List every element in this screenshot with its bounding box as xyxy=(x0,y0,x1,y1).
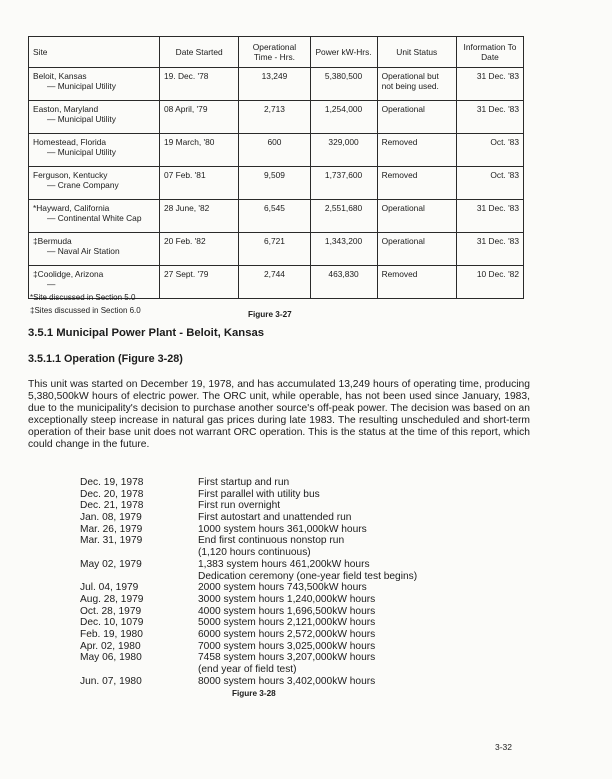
operational-hours-cell: 2,713 xyxy=(239,101,310,134)
log-date: Jun. 07, 1980 xyxy=(80,675,142,687)
table-row xyxy=(29,68,524,101)
log-date: Apr. 02, 1980 xyxy=(80,640,141,652)
footnote-section-5: *Site discussed in Section 5.0 xyxy=(30,293,136,302)
table-row xyxy=(29,167,524,200)
log-date: Aug. 28, 1979 xyxy=(80,593,144,605)
site-name: Easton, Maryland xyxy=(33,104,99,114)
site-name: *Hayward, California xyxy=(33,203,110,213)
log-event: First run overnight xyxy=(198,500,281,512)
body-paragraph: This unit was started on December 19, 1978, and has accumulated 13,249 hours of operating time, producing 5,380,500kW hours of electric power. The ORC unit, while operable, has not been used since January, 1983, due to the municipality's decision to purchase another source's off-peak power. The decision was based on an exceptionally steep increase in natural gas prices during late 1983. The resulting unscheduled and short-term operation of their base unit does not warrant ORC operation. This is the status at the time of this report, which could change in the future. xyxy=(28,379,530,450)
log-event: 2000 system hours 743,500kW hours xyxy=(198,582,367,594)
operational-hours-cell: 13,249 xyxy=(239,68,310,101)
power-kwh-cell: 1,254,000 xyxy=(310,101,377,134)
site-name: ‡Coolidge, Arizona xyxy=(33,269,104,279)
log-date: May 06, 1980 xyxy=(80,652,142,664)
power-kwh-cell: 1,737,600 xyxy=(310,167,377,200)
date-started-cell: 19 March, '80 xyxy=(159,134,238,167)
information-to-date-cell: 31 Dec. '83 xyxy=(456,200,523,233)
site-table xyxy=(28,36,524,299)
unit-status-cell: Removed xyxy=(377,266,456,299)
footnote-section-6: ‡Sites discussed in Section 6.0 xyxy=(30,306,141,315)
log-event: 1,383 system hours 461,200kW hours xyxy=(198,558,370,570)
operational-hours-cell: 6,721 xyxy=(239,233,310,266)
header-site: Site xyxy=(29,37,160,68)
date-started-cell: 08 April, '79 xyxy=(159,101,238,134)
header-information-to-date: Information To Date xyxy=(456,37,523,68)
log-event: 7458 system hours 3,207,000kW hours xyxy=(198,652,376,664)
site-cell xyxy=(29,200,160,233)
site-operator: — Municipal Utility xyxy=(47,147,116,157)
table-row xyxy=(29,101,524,134)
site-name: Homestead, Florida xyxy=(33,137,107,147)
date-started-cell: 19. Dec. '78 xyxy=(159,68,238,101)
unit-status-cell: Operational xyxy=(377,233,456,266)
log-event: First startup and run xyxy=(198,477,290,488)
section-heading: 3.5.1 Municipal Power Plant - Beloit, Kansas xyxy=(28,327,265,339)
log-date: Mar. 31, 1979 xyxy=(80,535,143,547)
unit-status-cell: Removed xyxy=(377,134,456,167)
information-to-date-cell: 31 Dec. '83 xyxy=(456,233,523,266)
page-number: 3-32 xyxy=(495,742,513,752)
log-event: 1000 system hours 361,000kW hours xyxy=(198,523,367,535)
site-name: ‡Bermuda xyxy=(33,236,72,246)
operational-hours-cell: 9,509 xyxy=(239,167,310,200)
operational-hours-cell: 2,744 xyxy=(239,266,310,299)
log-event: 8000 system hours 3,402,000kW hours xyxy=(198,675,376,687)
site-cell xyxy=(29,68,160,101)
power-kwh-cell: 1,343,200 xyxy=(310,233,377,266)
header-operational-time: Operational Time - Hrs. xyxy=(239,37,310,68)
table-row xyxy=(29,134,524,167)
log-event: 5000 system hours 2,121,000kW hours xyxy=(198,617,376,629)
table-header-row xyxy=(29,37,524,68)
log-date: Dec. 10, 1079 xyxy=(80,617,144,629)
site-operator: — Municipal Utility xyxy=(47,81,116,91)
information-to-date-cell: Oct. '83 xyxy=(456,167,523,200)
date-started-cell: 27 Sept. '79 xyxy=(159,266,238,299)
site-operator: — Municipal Utility xyxy=(47,114,116,124)
table-row xyxy=(29,233,524,266)
operational-hours-cell: 6,545 xyxy=(239,200,310,233)
log-date: Jan. 08, 1979 xyxy=(80,512,142,524)
log-event: 4000 system hours 1,696,500kW hours xyxy=(198,605,376,617)
log-date: Dec. 21, 1978 xyxy=(80,500,144,512)
site-cell xyxy=(29,233,160,266)
power-kwh-cell: 5,380,500 xyxy=(310,68,377,101)
site-cell xyxy=(29,134,160,167)
log-date: Mar. 26, 1979 xyxy=(80,523,143,535)
log-date: May 02, 1979 xyxy=(80,558,142,570)
log-date: Dec. 19, 1978 xyxy=(80,477,144,488)
site-operator: — Crane Company xyxy=(47,180,119,190)
unit-status-cell: Operational xyxy=(377,101,456,134)
date-started-cell: 28 June, '82 xyxy=(159,200,238,233)
information-to-date-cell: 10 Dec. '82 xyxy=(456,266,523,299)
log-event: 6000 system hours 2,572,000kW hours xyxy=(198,628,376,640)
log-date: Jul. 04, 1979 xyxy=(80,582,139,594)
table-body xyxy=(29,68,524,299)
header-date-started: Date Started xyxy=(159,37,238,68)
site-operator: — Naval Air Station xyxy=(47,246,120,256)
site-name: Ferguson, Kentucky xyxy=(33,170,108,180)
unit-status-cell: Operational xyxy=(377,200,456,233)
log-date: Feb. 19, 1980 xyxy=(80,628,143,640)
site-operator: — Continental White Cap xyxy=(47,213,142,223)
log-event: 7000 system hours 3,025,000kW hours xyxy=(198,640,376,652)
unit-status-cell: Operational but not being used. xyxy=(377,68,456,101)
header-unit-status: Unit Status xyxy=(377,37,456,68)
information-to-date-cell: Oct. '83 xyxy=(456,134,523,167)
log-event: End first continuous nonstop run xyxy=(198,535,345,547)
operational-hours-cell: 600 xyxy=(239,134,310,167)
log-date: Oct. 28, 1979 xyxy=(80,605,142,617)
site-operator: — xyxy=(47,279,56,289)
power-kwh-cell: 329,000 xyxy=(310,134,377,167)
site-name: Beloit, Kansas xyxy=(33,71,87,81)
log-date: Dec. 20, 1978 xyxy=(80,488,144,500)
log-event: First autostart and unattended run xyxy=(198,512,352,524)
figure-caption-3-28: Figure 3-28 xyxy=(232,689,276,698)
log-event: (1,120 hours continuous) xyxy=(198,547,311,559)
log-event: First parallel with utility bus xyxy=(198,488,320,500)
power-kwh-cell: 2,551,680 xyxy=(310,200,377,233)
unit-status-cell: Removed xyxy=(377,167,456,200)
header-power: Power kW-Hrs. xyxy=(310,37,377,68)
date-started-cell: 07 Feb. '81 xyxy=(159,167,238,200)
log-event: (end year of field test) xyxy=(198,664,297,675)
information-to-date-cell: 31 Dec. '83 xyxy=(456,68,523,101)
log-event: Dedication ceremony (one-year field test begins) xyxy=(198,570,418,582)
log-event: 3000 system hours 1,240,000kW hours xyxy=(198,593,376,605)
date-started-cell: 20 Feb. '82 xyxy=(159,233,238,266)
information-to-date-cell: 31 Dec. '83 xyxy=(456,101,523,134)
site-cell xyxy=(29,101,160,134)
table-row xyxy=(29,200,524,233)
figure-caption-3-27: Figure 3-27 xyxy=(248,310,292,319)
power-kwh-cell: 463,830 xyxy=(310,266,377,299)
site-cell xyxy=(29,167,160,200)
subsection-heading: 3.5.1.1 Operation (Figure 3-28) xyxy=(28,353,183,365)
